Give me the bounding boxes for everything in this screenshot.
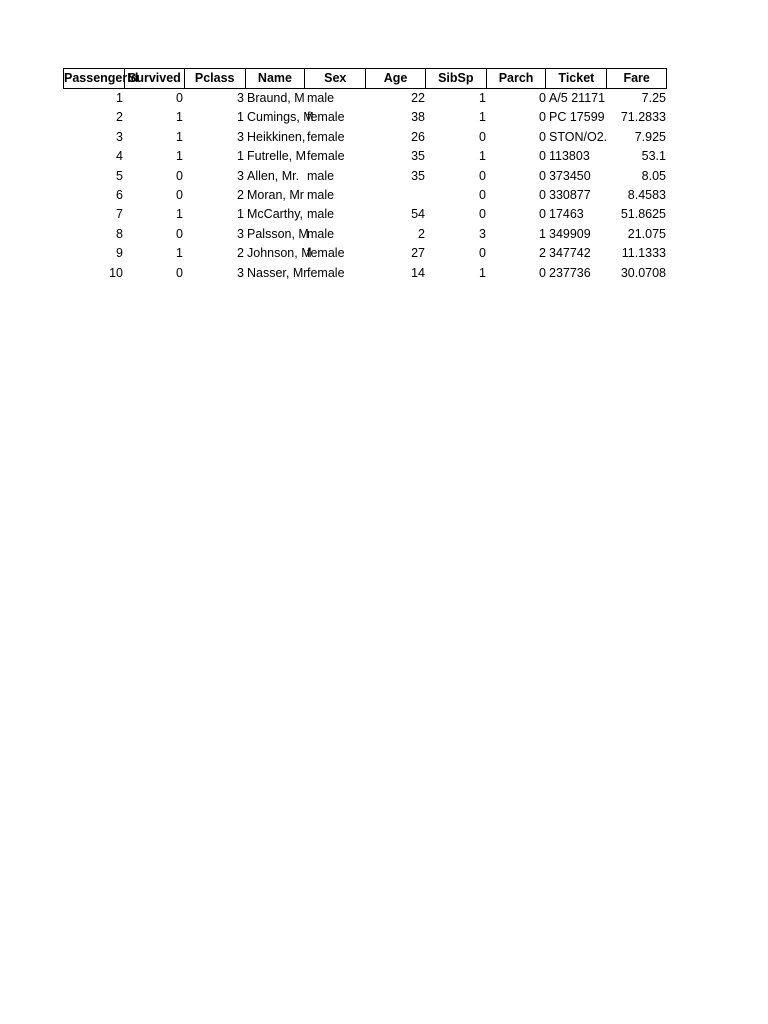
table-row [63, 147, 667, 166]
table-body [63, 89, 667, 283]
cell-parch: 0 [539, 91, 546, 105]
cell-ticket: PC 17599 [549, 110, 605, 125]
cell-passengerid: 1 [116, 91, 123, 105]
table-row [63, 108, 667, 127]
cell-sibsp: 1 [479, 265, 486, 280]
cell-parch: 0 [539, 187, 546, 202]
cell-fare: 7.925 [634, 129, 666, 144]
cell-name: Johnson, M [247, 246, 312, 261]
cell-pclass: 1 [237, 207, 244, 222]
table-row [63, 89, 667, 108]
table-row [63, 186, 667, 205]
cell-passengerid: 7 [116, 207, 123, 222]
cell-passengerid: 6 [116, 187, 123, 202]
cell-sex: male [307, 187, 335, 202]
table-row [63, 264, 667, 283]
cell-pclass: 2 [237, 187, 244, 202]
cell-sibsp: 1 [479, 149, 486, 164]
cell-name: Palsson, M [247, 226, 309, 241]
table-row [63, 225, 667, 244]
cell-pclass: 3 [237, 265, 244, 280]
cell-sibsp: 0 [479, 168, 486, 183]
header-parch: Parch [487, 69, 547, 88]
cell-fare: 7.25 [641, 91, 666, 105]
cell-sex: female [307, 110, 345, 125]
header-ticket: Ticket [546, 69, 607, 88]
cell-ticket: 373450 [549, 168, 591, 183]
cell-pclass: 2 [237, 246, 244, 261]
cell-ticket: 237736 [549, 265, 591, 280]
cell-name: Futrelle, M [247, 149, 307, 164]
table-row [63, 128, 667, 147]
cell-parch: 0 [539, 110, 546, 125]
cell-survived: 1 [176, 207, 183, 222]
table-row [63, 167, 667, 186]
cell-passengerid: 2 [116, 110, 123, 125]
cell-passengerid: 5 [116, 168, 123, 183]
cell-sibsp: 0 [479, 246, 486, 261]
cell-name: Heikkinen, [247, 129, 306, 144]
cell-age: 2 [418, 226, 425, 241]
cell-name: Nasser, Mr [247, 265, 308, 280]
cell-parch: 1 [539, 226, 546, 241]
cell-passengerid: 3 [116, 129, 123, 144]
cell-sex: female [307, 265, 345, 280]
cell-parch: 0 [539, 149, 546, 164]
cell-fare: 8.05 [641, 168, 666, 183]
cell-sibsp: 1 [479, 91, 486, 105]
cell-sibsp: 0 [479, 207, 486, 222]
cell-parch: 0 [539, 265, 546, 280]
spreadsheet-table [63, 68, 667, 283]
cell-sex: male [307, 168, 335, 183]
cell-pclass: 1 [237, 110, 244, 125]
cell-pclass: 3 [237, 168, 244, 183]
cell-age: 27 [411, 246, 425, 261]
cell-passengerid: 8 [116, 226, 123, 241]
cell-sex: male [307, 226, 335, 241]
cell-sex: male [307, 207, 335, 222]
cell-age: 54 [411, 207, 425, 222]
cell-survived: 0 [176, 168, 183, 183]
cell-ticket: STON/O2. [549, 129, 608, 144]
header-pclass: Pclass [185, 69, 246, 88]
cell-survived: 0 [176, 187, 183, 202]
header-passengerid: PassengerId [64, 69, 125, 88]
header-row [63, 68, 667, 89]
cell-sibsp: 3 [479, 226, 486, 241]
cell-survived: 0 [176, 91, 183, 105]
cell-fare: 30.0708 [620, 265, 666, 280]
cell-fare: 71.2833 [620, 110, 666, 125]
cell-name: Braund, M [247, 91, 305, 105]
cell-sibsp: 0 [479, 129, 486, 144]
cell-passengerid: 4 [116, 149, 123, 164]
cell-sibsp: 0 [479, 187, 486, 202]
cell-age: 35 [411, 149, 425, 164]
cell-pclass: 3 [237, 129, 244, 144]
cell-ticket: 113803 [549, 149, 590, 164]
cell-parch: 2 [539, 246, 546, 261]
cell-pclass: 3 [237, 91, 244, 105]
cell-ticket: 349909 [549, 226, 591, 241]
cell-name: Cumings, M [247, 110, 314, 125]
cell-name: McCarthy, [247, 207, 304, 222]
cell-ticket: 347742 [549, 246, 591, 261]
cell-age: 22 [411, 91, 425, 105]
cell-ticket: 330877 [549, 187, 591, 202]
cell-fare: 8.4583 [627, 187, 666, 202]
cell-survived: 0 [176, 226, 183, 241]
cell-survived: 1 [176, 110, 183, 125]
cell-passengerid: 10 [109, 265, 123, 280]
table-row [63, 244, 667, 263]
cell-sex: male [307, 91, 335, 105]
cell-age: 26 [411, 129, 425, 144]
cell-parch: 0 [539, 207, 546, 222]
cell-name: Allen, Mr. [247, 168, 300, 183]
cell-sex: female [307, 149, 345, 164]
header-fare: Fare [623, 71, 650, 85]
header-name: Name [246, 69, 306, 88]
cell-survived: 1 [176, 149, 183, 164]
cell-age: 14 [411, 265, 425, 280]
cell-parch: 0 [539, 129, 546, 144]
cell-age [366, 186, 426, 205]
cell-sex: female [307, 129, 345, 144]
cell-pclass: 3 [237, 226, 244, 241]
header-sibsp: SibSp [426, 69, 487, 88]
table-row [63, 205, 667, 224]
header-age: Age [366, 69, 426, 88]
cell-passengerid: 9 [116, 246, 123, 261]
cell-survived: 1 [176, 246, 183, 261]
cell-age: 38 [411, 110, 425, 125]
header-survived: Survived [125, 69, 185, 88]
cell-name: Moran, Mr [247, 187, 304, 202]
cell-fare: 11.1333 [621, 246, 666, 261]
cell-pclass: 1 [237, 149, 244, 164]
cell-ticket: 17463 [549, 207, 584, 222]
cell-survived: 1 [176, 129, 183, 144]
cell-fare: 51.8625 [620, 207, 666, 222]
cell-survived: 0 [176, 265, 183, 280]
cell-fare: 53.1 [641, 149, 666, 164]
cell-parch: 0 [539, 168, 546, 183]
cell-sibsp: 1 [479, 110, 486, 125]
cell-ticket: A/5 21171 [549, 91, 606, 105]
cell-fare: 21.075 [627, 226, 666, 241]
cell-sex: female [307, 246, 345, 261]
cell-age: 35 [411, 168, 425, 183]
header-sex: Sex [305, 69, 366, 88]
